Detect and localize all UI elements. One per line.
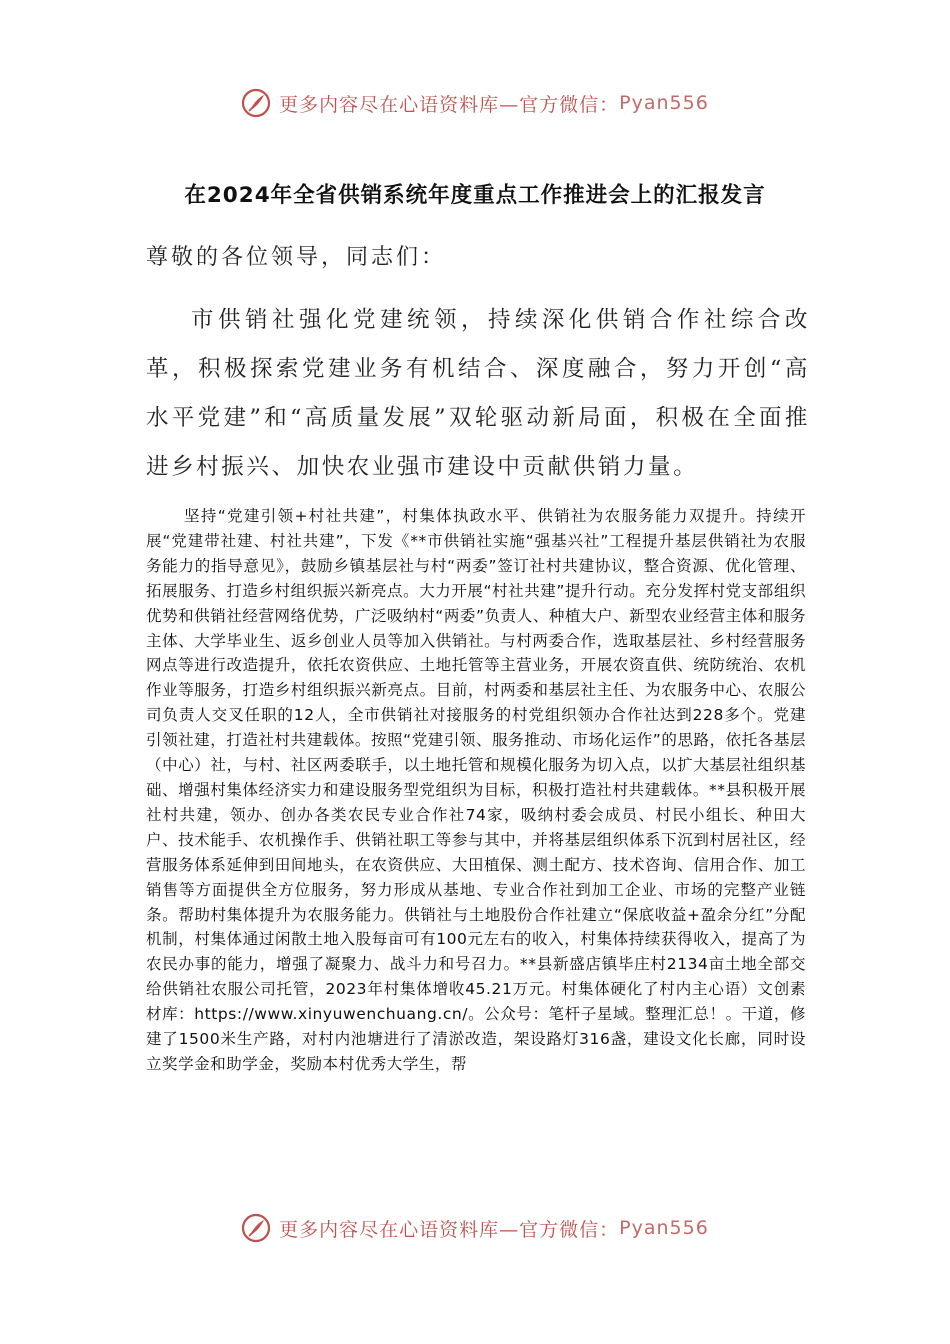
header-watermark bbox=[0, 88, 950, 118]
quill-pen-logo-icon bbox=[241, 88, 271, 118]
quill-pen-logo-icon bbox=[241, 1213, 271, 1243]
greeting: 尊敬的各位领导，同志们： bbox=[146, 245, 447, 270]
footer-watermark bbox=[0, 1213, 950, 1243]
watermark-text: 更多内容尽在心语资料库—官方微信： bbox=[279, 1218, 620, 1241]
document-title: 在2024年全省供销系统年度重点工作推进会上的汇报发言 bbox=[184, 183, 766, 208]
intro-paragraph: 市供销社强化党建统领，持续深化供销合作社综合改革，积极探索党建业务有机结合、深度融合，努力开创“高水平党建”和“高质量发展”双轮驱动新局面，积极在全面推进乡村振兴、加快农业强市建设中贡献供销力量。 bbox=[146, 307, 810, 480]
watermark-wechat-id: Pyan556 bbox=[619, 1217, 709, 1239]
watermark-text: 更多内容尽在心语资料库—官方微信： bbox=[279, 93, 620, 116]
body-paragraph: 坚持“党建引领+村社共建”，村集体执政水平、供销社为农服务能力双提升。持续开展“党建带社建、村社共建”，下发《**市供销社实施“强基兴社”工程提升基层供销社为农服务能力的指导意见》，鼓励乡镇基层社与村“两委”签订社村共建协议，整合资源、优化管理、拓展服务、打造乡村组织振兴新亮点。大力开展“村社共建”提升行动。充分发挥村党支部组织优势和供销社经营网络优势，广泛吸纳村“两委”负责人、种植大户、新型农业经营主体和服务主体、大学毕业生、返乡创业人员等加入供销社。与村两委合作，选取基层社、乡村经营服务网点等进行改造提升，依托农资供应、土地托管等主营业务，开展农资直供、统防统治、农机作业等服务，打造乡村组织振兴新亮点。目前，村两委和基层社主任、为农服务中心、农服公司负责人交叉任职的12人，全市供销社对接服务的村党组织领办合作社达到228多个。党建引领社建，打造社村共建载体。按照“党建引领、服务推动、市场化运作”的思路，依托各基层（中心）社，与村、社区两委联手，以土地托管和规模化服务为切入点，以扩大基层社组织基础、增强村集体经济实力和建设服务型党组织为目标，积极打造社村共建载体。**县积极开展社村共建，领办、创办各类农民专业合作社74家，吸纳村委会成员、村民小组长、种田大户、技术能手、农机操作手、供销社职工等参与其中，并将基层组织体系下沉到村居社区，经营服务体系延伸到田间地头，在农资供应、大田植保、测土配方、技术咨询、信用合作、加工销售等方面提供全方位服务，努力形成从基地、专业合作社到加工企业、市场的完整产业链条。帮助村集体提升为农服务能力。供销社与土地股份合作社建立“保底收益+盈余分红”分配机制，村集体通过闲散土地入股每亩可有100元左右的收入，村集体持续获得收入，提高了为农民办事的能力，增强了凝聚力、战斗力和号召力。**县新盛店镇毕庄村2134亩土地全部交给供销社农服公司托管，2023年村集体增收45.21万元。村集体硬化了村内主心语）文创素材库：https://www.xinyuwenchuang.cn/。公众号：笔杆子星域。整理汇总！。干道，修建了1500米生产路，对村内池塘进行了清淤改造，架设路灯316盏，建设文化长廊，同时设立奖学金和助学金，奖励本村优秀大学生，帮 bbox=[146, 507, 806, 1073]
watermark-wechat-id: Pyan556 bbox=[619, 92, 709, 114]
